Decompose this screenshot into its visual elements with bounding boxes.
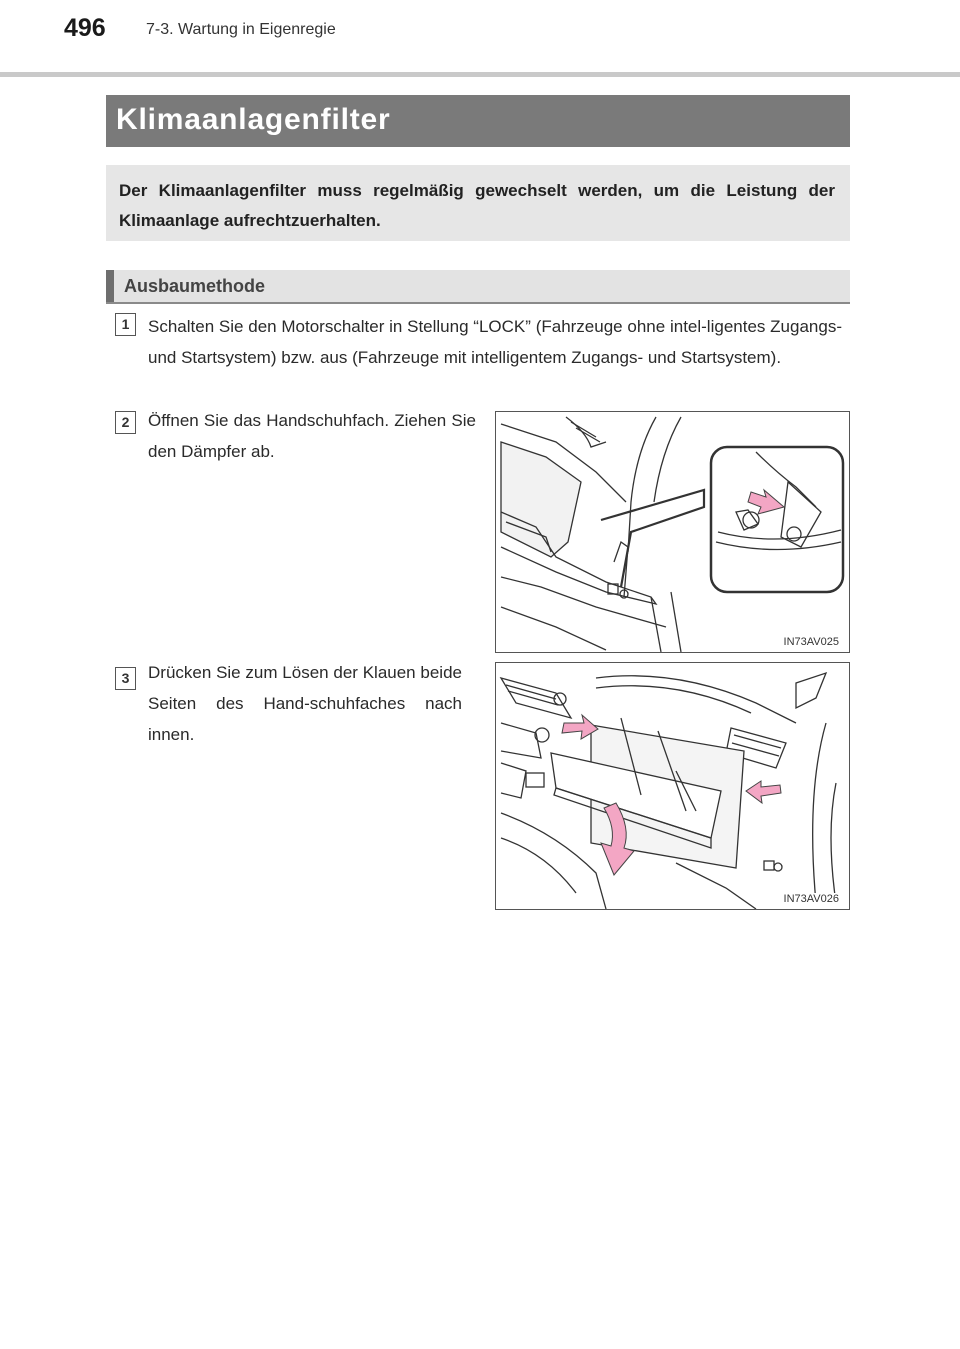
damper-detail-illustration: [496, 412, 849, 652]
subsection-title: Ausbaumethode: [124, 276, 266, 296]
title-bar: [106, 95, 850, 147]
intro-box: [106, 165, 850, 241]
glovebox-release-illustration: [496, 663, 849, 909]
page-number: 496: [64, 14, 106, 42]
page-title: Klimaanlagenfilter: [116, 103, 391, 136]
header-divider: [0, 72, 960, 77]
step-text-1: Schalten Sie den Motorschalter in Stellung “LOCK” (Fahrzeuge ohne intel-ligentes Zugangs- und Startsystem) bzw. aus (Fahrzeuge mit intelligentem Zugangs- und Startsystem).: [148, 317, 842, 367]
subsection-accent: [106, 270, 114, 302]
intro-text: Der Klimaanlagenfilter muss regelmäßig gewechselt werden, um die Leistung der Klimaanlage aufrechtzuerhalten.: [119, 181, 835, 230]
figure-id-2: IN73AV026: [783, 893, 839, 905]
step-number-2: 2: [115, 411, 136, 434]
step-number-1: 1: [115, 313, 136, 336]
step-number-3: 3: [115, 667, 136, 690]
subsection-header: [106, 270, 850, 304]
step-text-2: Öffnen Sie das Handschuhfach. Ziehen Sie den Dämpfer ab.: [148, 411, 476, 461]
figure-damper: [495, 411, 850, 653]
step-text-3: Drücken Sie zum Lösen der Klauen beide Seiten des Hand-schuhfaches nach innen.: [148, 663, 462, 744]
figure-glovebox: [495, 662, 850, 910]
section-reference: 7-3. Wartung in Eigenregie: [146, 21, 336, 38]
figure-id-1: IN73AV025: [783, 636, 839, 648]
